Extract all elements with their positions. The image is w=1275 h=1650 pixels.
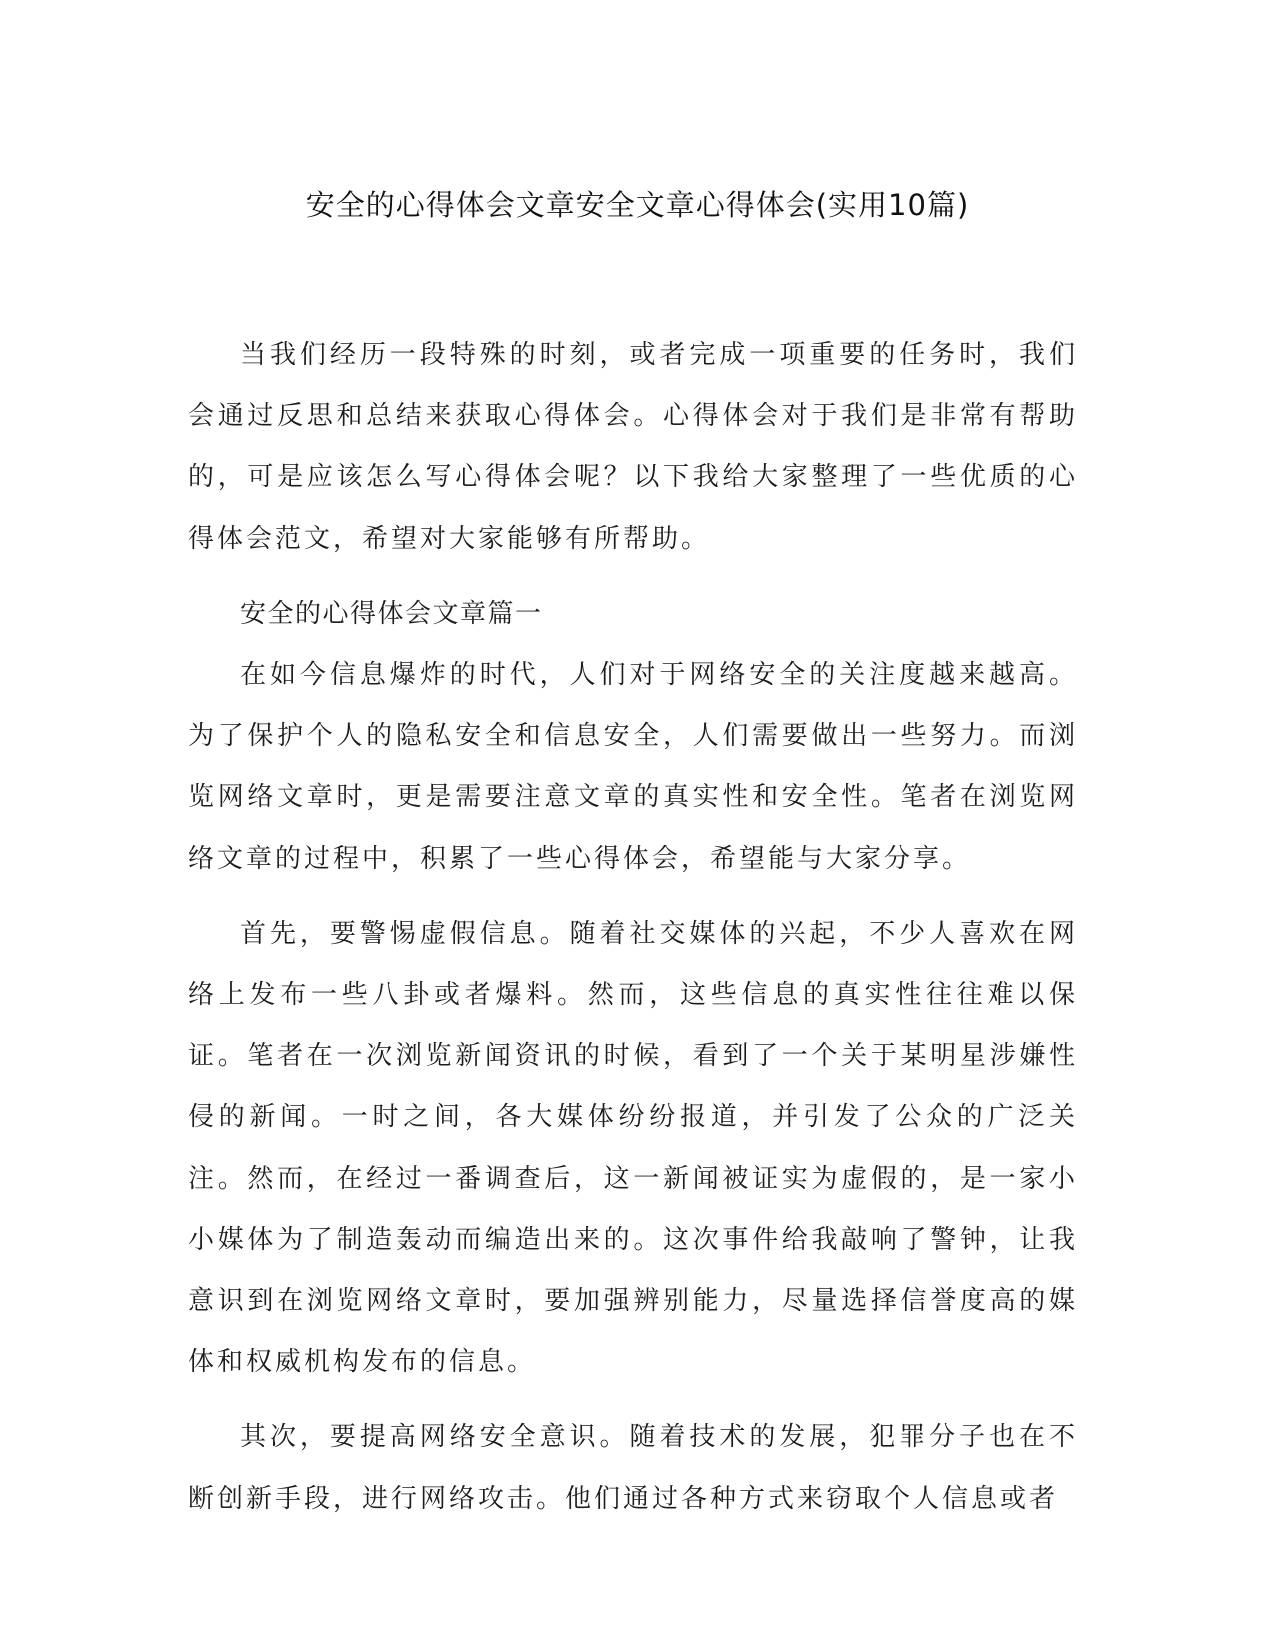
document-body: [188, 325, 1078, 1530]
document-title: 安全的心得体会文章安全文章心得体会(实用10篇): [305, 188, 970, 222]
intro-paragraph: 当我们经历一段特殊的时刻，或者完成一项重要的任务时，我们会通过反思和总结来获取心得体会。心得体会对于我们是非常有帮助的，可是应该怎么写心得体会呢？以下我给大家整理了一些优质的心得体会范文，希望对大家能够有所帮助。: [188, 340, 1078, 554]
body-paragraph: 首先，要警惕虚假信息。随着社交媒体的兴起，不少人喜欢在网络上发布一些八卦或者爆料。然而，这些信息的真实性往往难以保证。笔者在一次浏览新闻资讯的时候，看到了一个关于某明星涉嫌性侵的新闻。一时之间，各大媒体纷纷报道，并引发了公众的广泛关注。然而，在经过一番调查后，这一新闻被证实为虚假的，是一家小小媒体为了制造轰动而编造出来的。这次事件给我敲响了警钟，让我意识到在浏览网络文章时，要加强辨别能力，尽量选择信誉度高的媒体和权威机构发布的信息。: [188, 918, 1078, 1378]
body-paragraph: 在如今信息爆炸的时代，人们对于网络安全的关注度越来越高。为了保护个人的隐私安全和信息安全，人们需要做出一些努力。而浏览网络文章时，更是需要注意文章的真实性和安全性。笔者在浏览网络文章的过程中，积累了一些心得体会，希望能与大家分享。: [188, 660, 1078, 874]
section-heading: 安全的心得体会文章篇一: [240, 598, 543, 629]
body-paragraph: 其次，要提高网络安全意识。随着技术的发展，犯罪分子也在不断创新手段，进行网络攻击。他们通过各种方式来窃取个人信息或者: [188, 1422, 1078, 1514]
